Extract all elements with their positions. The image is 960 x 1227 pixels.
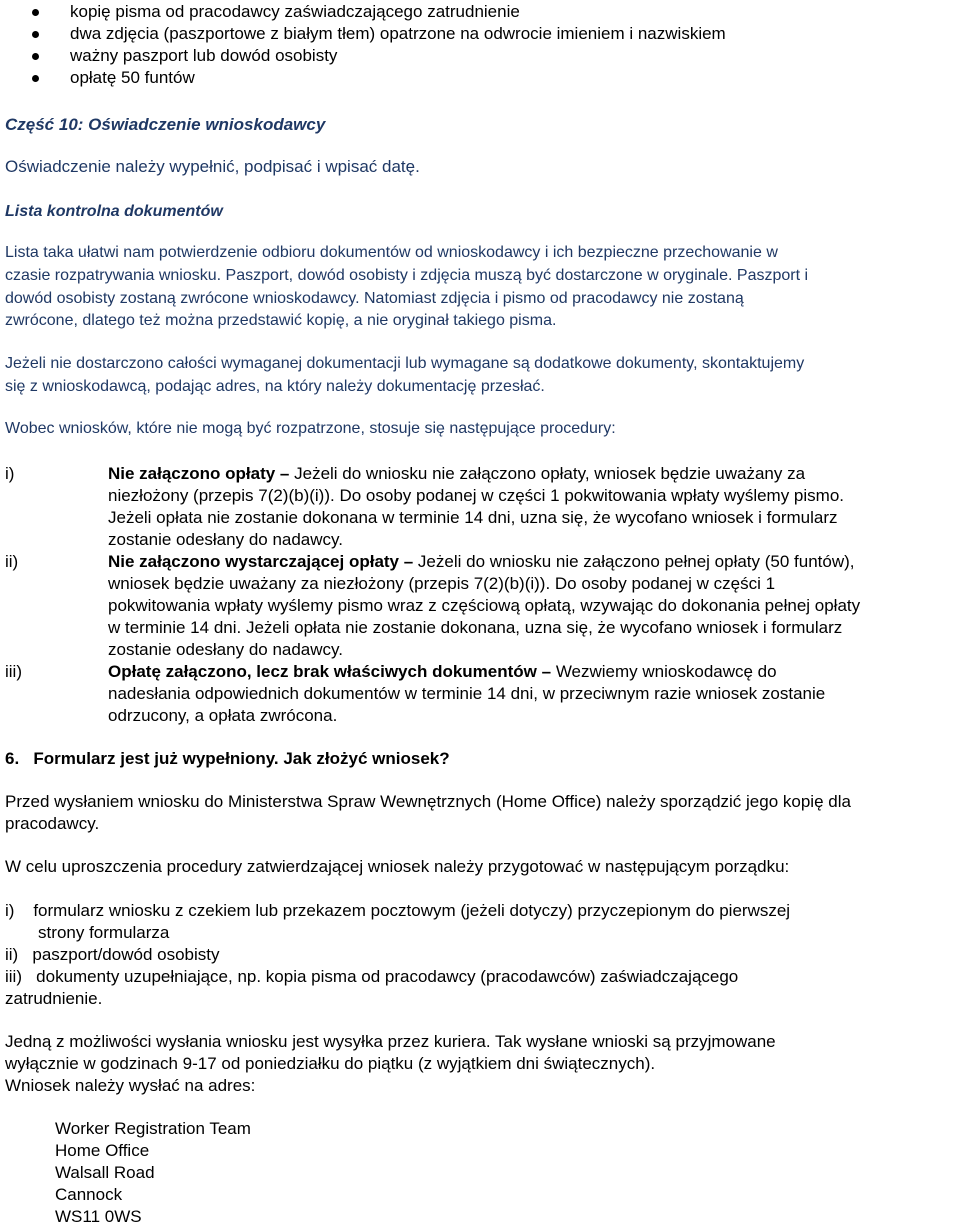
section6-heading: 6. Formularz jest już wypełniony. Jak złożyć wniosek? — [5, 749, 450, 768]
bullet-icon — [32, 75, 39, 82]
procedure-numeral: ii) — [5, 552, 19, 571]
copy-line: pracodawcy. — [5, 814, 100, 833]
procedure-first-line — [108, 464, 805, 484]
order-item: zatrudnienie. — [5, 989, 103, 1008]
checklist-line: zwrócone, dlatego też można przedstawić kopię, a nie oryginał takiego pisma. — [5, 312, 557, 329]
bullet-icon — [32, 31, 39, 38]
checklist-heading: Lista kontrolna dokumentów — [5, 203, 223, 220]
bullet-item: dwa zdjęcia (paszportowe z białym tłem) opatrzone na odwrocie imieniem i nazwiskiem — [70, 24, 726, 43]
procedure-first-line — [108, 662, 777, 682]
order-item: ii) paszport/dowód osobisty — [5, 945, 220, 964]
bullet-icon — [32, 53, 39, 60]
bullet-icon — [32, 9, 39, 16]
address-line: Cannock — [55, 1185, 123, 1204]
procedure-first-line — [108, 552, 855, 572]
procedure-title: Nie załączono opłaty – — [108, 464, 295, 483]
procedure-line: w terminie 14 dni. Jeżeli opłata nie zostanie dokonana, uzna się, że wycofano wniosek i formularz — [108, 618, 843, 637]
part10-text: Oświadczenie należy wypełnić, podpisać i wpisać datę. — [5, 157, 420, 176]
procedure-numeral: iii) — [5, 662, 22, 681]
address-line: Walsall Road — [55, 1163, 155, 1182]
address-line: Worker Registration Team — [55, 1119, 251, 1138]
procedures-intro: Wobec wniosków, które nie mogą być rozpatrzone, stosuje się następujące procedury: — [5, 420, 616, 437]
procedure-line: zostanie odesłany do nadawcy. — [108, 530, 344, 549]
checklist-line: dowód osobisty zostaną zwrócone wnioskodawcy. Natomiast zdjęcia i pismo od pracodawcy nie zostaną — [5, 290, 744, 307]
incomplete-line: się z wnioskodawcą, podając adres, na który należy dokumentację przesłać. — [5, 378, 545, 395]
procedure-text: Jeżeli do wniosku nie załączono pełnej opłaty (50 funtów), — [417, 552, 855, 571]
procedure-title: Nie załączono wystarczającej opłaty – — [108, 552, 418, 571]
procedure-line: niezłożony (przepis 7(2)(b)(i)). Do osoby podanej w części 1 pokwitowania wpłaty wyślemy pismo. — [108, 486, 845, 505]
address-line: WS11 0WS — [55, 1207, 142, 1226]
checklist-line: Lista taka ułatwi nam potwierdzenie odbioru dokumentów od wnioskodawcy i ich bezpieczne przechowanie w — [5, 244, 778, 261]
procedure-line: Jeżeli opłata nie zostanie dokonana w terminie 14 dni, uzna się, że wycofano wniosek i formularz — [108, 508, 838, 527]
procedure-line: zostanie odesłany do nadawcy. — [108, 640, 344, 659]
procedure-text: Jeżeli do wniosku nie załączono opłaty, wniosek będzie uważany za — [294, 464, 806, 483]
order-item: iii) dokumenty uzupełniające, np. kopia pisma od pracodawcy (pracodawców) zaświadczającego — [5, 967, 739, 986]
courier-line: Jedną z możliwości wysłania wniosku jest wysyłka przez kuriera. Tak wysłane wnioski są przyjmowane — [5, 1032, 776, 1051]
order-item: strony formularza — [5, 923, 170, 942]
copy-line: Przed wysłaniem wniosku do Ministerstwa Spraw Wewnętrznych (Home Office) należy sporządzić jego kopię dla — [5, 792, 851, 811]
procedure-title: Opłatę załączono, lecz brak właściwych dokumentów – — [108, 662, 556, 681]
bullet-item: kopię pisma od pracodawcy zaświadczającego zatrudnienie — [70, 2, 520, 21]
courier-line: wyłącznie w godzinach 9-17 od poniedziałku do piątku (z wyjątkiem dni świątecznych). — [5, 1054, 656, 1073]
incomplete-line: Jeżeli nie dostarczono całości wymaganej dokumentacji lub wymagane są dodatkowe dokumenty, skontaktujemy — [5, 355, 805, 372]
procedure-line: wniosek będzie uważany za niezłożony (przepis 7(2)(b)(i)). Do osoby podanej w części 1 — [108, 574, 776, 593]
courier-line: Wniosek należy wysłać na adres: — [5, 1076, 256, 1095]
procedure-line: odrzucony, a opłata zwrócona. — [108, 706, 338, 725]
procedure-line: pokwitowania wpłaty wyślemy pismo wraz z częściową opłatą, wzywając do dokonania pełnej opłaty — [108, 596, 861, 615]
checklist-line: czasie rozpatrywania wniosku. Paszport, dowód osobisty i zdjęcia muszą być dostarczone w oryginale. Paszport i — [5, 267, 809, 284]
bullet-item: ważny paszport lub dowód osobisty — [70, 46, 338, 65]
part10-heading: Część 10: Oświadczenie wnioskodawcy — [5, 115, 326, 134]
order-intro: W celu uproszczenia procedury zatwierdzającej wniosek należy przygotować w następującym porządku: — [5, 857, 790, 876]
procedure-text: Wezwiemy wnioskodawcę do — [555, 662, 777, 681]
address-line: Home Office — [55, 1141, 150, 1160]
bullet-item: opłatę 50 funtów — [70, 68, 195, 87]
procedure-numeral: i) — [5, 464, 15, 483]
procedure-line: nadesłania odpowiednich dokumentów w terminie 14 dni, w przeciwnym razie wniosek zostanie — [108, 684, 826, 703]
order-item: i) formularz wniosku z czekiem lub przekazem pocztowym (jeżeli dotyczy) przyczepionym do pierwszej — [5, 901, 791, 920]
